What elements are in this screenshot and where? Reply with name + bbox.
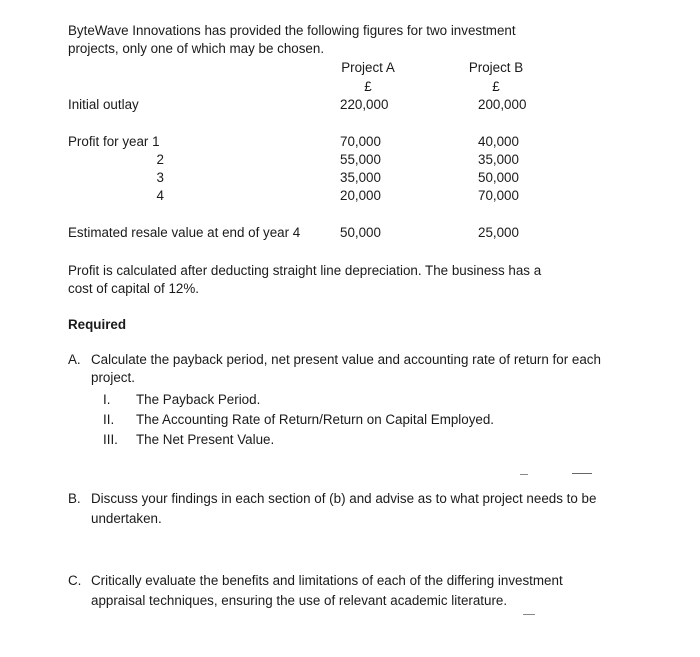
resale-b: 25,000 (478, 225, 519, 240)
year-3: 3 (156, 170, 164, 185)
item-i-number: I. (103, 392, 111, 407)
question-c-line-2: appraisal techniques, ensuring the use of relevant academic literature. (91, 593, 508, 608)
intro-line-2: projects, only one of which may be chosen. (68, 41, 325, 56)
header-project-a: Project A (341, 60, 395, 75)
initial-outlay-label: Initial outlay (68, 97, 139, 112)
intro-line-1: ByteWave Innovations has provided the following figures for two investment (68, 23, 516, 38)
resale-a: 50,000 (340, 225, 381, 240)
notes-line-2: cost of capital of 12%. (68, 281, 200, 296)
resale-label: Estimated resale value at end of year 4 (68, 225, 301, 240)
item-ii-number: II. (103, 412, 115, 427)
question-b-line-1: Discuss your findings in each section of (b) and advise as to what project needs to be (91, 491, 597, 506)
item-i-text: The Payback Period. (136, 392, 261, 407)
item-ii-text: The Accounting Rate of Return/Return on Capital Employed. (136, 412, 495, 427)
scan-mark (572, 473, 592, 474)
scan-mark (523, 614, 535, 615)
item-iii-text: The Net Present Value. (136, 432, 275, 447)
profit-a-year-2: 55,000 (340, 152, 381, 167)
profit-a-year-1: 70,000 (340, 134, 381, 149)
question-a-line-1: Calculate the payback period, net present value and accounting rate of return for each (91, 352, 601, 367)
profit-b-year-3: 50,000 (478, 170, 519, 185)
profit-b-year-2: 35,000 (478, 152, 519, 167)
year-4: 4 (156, 188, 164, 203)
currency-a: £ (364, 79, 372, 94)
required-heading: Required (68, 317, 127, 332)
profit-label: Profit for year 1 (68, 134, 160, 149)
profit-a-year-4: 20,000 (340, 188, 381, 203)
question-c-line-1: Critically evaluate the benefits and limitations of each of the differing investment (91, 573, 563, 588)
question-c-marker: C. (68, 573, 82, 588)
scan-mark (520, 474, 528, 475)
profit-a-year-3: 35,000 (340, 170, 381, 185)
initial-outlay-b: 200,000 (478, 97, 527, 112)
question-b-line-2: undertaken. (91, 511, 162, 526)
question-a-marker: A. (68, 352, 81, 367)
year-2: 2 (156, 152, 164, 167)
question-a-line-2: project. (91, 370, 135, 385)
item-iii-number: III. (103, 432, 118, 447)
notes-line-1: Profit is calculated after deducting straight line depreciation. The business has a (68, 263, 542, 278)
profit-b-year-1: 40,000 (478, 134, 519, 149)
initial-outlay-a: 220,000 (340, 97, 389, 112)
currency-b: £ (492, 79, 500, 94)
question-b-marker: B. (68, 491, 81, 506)
profit-b-year-4: 70,000 (478, 188, 519, 203)
header-project-b: Project B (468, 60, 524, 75)
